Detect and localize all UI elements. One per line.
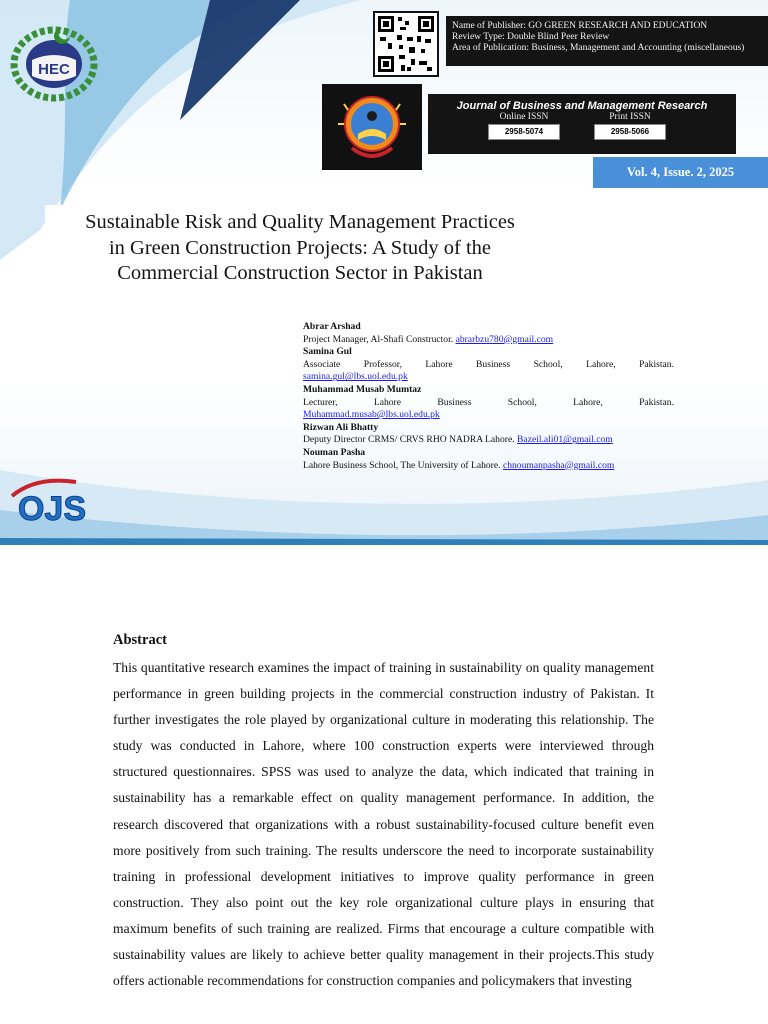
print-issn-label: Print ISSN xyxy=(609,112,651,122)
author-email-link[interactable]: chnoumanpasha@gmail.com xyxy=(502,459,615,471)
journal-info-box xyxy=(428,94,736,154)
abstract-heading: Abstract xyxy=(113,632,167,648)
author-email-link[interactable]: samina.gul@lbs.uol.edu.pk xyxy=(303,371,408,383)
publisher-name: Name of Publisher: GO GREEN RESEARCH AND EDUCATION xyxy=(452,21,708,31)
author-email-link[interactable]: Bazeil.ali01@gmail.com xyxy=(517,434,613,446)
author-affiliation xyxy=(303,434,674,447)
affiliation-text: Deputy Director CRMS/ CRVS RHO NADRA Lahore. xyxy=(303,434,515,446)
publication-area: Area of Publication: Business, Management and Accounting (miscellaneous) xyxy=(452,43,745,53)
ojs-logo xyxy=(6,474,98,532)
hec-logo-text: HEC xyxy=(38,61,70,78)
affiliation-text: Project Manager, Al-Shafi Constructor. xyxy=(303,333,454,345)
volume-issue-badge: Vol. 4, Issue. 2, 2025 xyxy=(593,157,768,188)
author-list xyxy=(303,321,674,472)
online-issn-label: Online ISSN xyxy=(499,112,549,122)
paper-title-line: in Green Construction Projects: A Study of the xyxy=(108,236,492,259)
author-email-link[interactable]: abrarbzu780@gmail.com xyxy=(455,333,554,345)
review-type: Review Type: Double Blind Peer Review xyxy=(452,32,610,42)
journal-logo xyxy=(322,84,422,170)
hec-logo xyxy=(6,20,102,104)
publisher-info-box xyxy=(446,16,768,66)
author-affiliation xyxy=(303,334,674,347)
author-name: Abrar Arshad xyxy=(303,321,361,332)
paper-title xyxy=(60,210,540,287)
author-name: Rizwan Ali Bhatty xyxy=(303,421,379,433)
author-email-link[interactable]: Muhammad.musab@lbs.uol.edu.pk xyxy=(303,409,440,421)
affiliation-text: Lahore Business School, The University of Lahore. xyxy=(303,459,501,471)
author-affiliation xyxy=(303,460,674,473)
affiliation-text: Associate Professor, Lahore Business School, Lahore, Pakistan. xyxy=(303,358,674,370)
paper-title-line: Commercial Construction Sector in Pakistan xyxy=(117,262,483,284)
author-name: Samina Gul xyxy=(303,346,352,358)
journal-title: Journal of Business and Management Research xyxy=(456,100,708,112)
qr-code xyxy=(373,11,439,77)
ojs-logo-text: OJS xyxy=(17,490,87,528)
affiliation-text: Lecturer, Lahore Business School, Lahore, Pakistan. xyxy=(303,396,674,408)
author-name: Muhammad Musab Mumtaz xyxy=(303,383,422,395)
abstract-text: This quantitative research examines the impact of training in sustainability on quality management performance in green building projects in the commercial construction industry of Pakistan. It further investigates the role played by organizational culture in moderating this relationship. The study was conducted in Lahore, where 100 construction experts were interviewed through structured questionnaires. SPSS was used to analyze the data, which indicated that training in sustainability has a remarkable effect on quality management performance. In addition, the research discovered that organizations with a robust sustainability-focused culture benefit even more positively from such training. The results underscore the need to incorporate sustainability training in professional development initiatives to improve quality performance in green construction. They also point out the key role organizational culture plays in ensuring that maximum benefits of such training are realized. Firms that encourage a culture compatible with sustainability values are likely to achieve better quality management in their projects.This study offers actionable recommendations for construction companies and policymakers that investing xyxy=(113,660,654,989)
author-name: Nouman Pasha xyxy=(303,446,366,458)
paper-title-line: Sustainable Risk and Quality Management Practices xyxy=(85,211,515,233)
print-issn-value: 2958-5066 xyxy=(594,124,666,140)
online-issn-value: 2958-5074 xyxy=(488,124,560,140)
